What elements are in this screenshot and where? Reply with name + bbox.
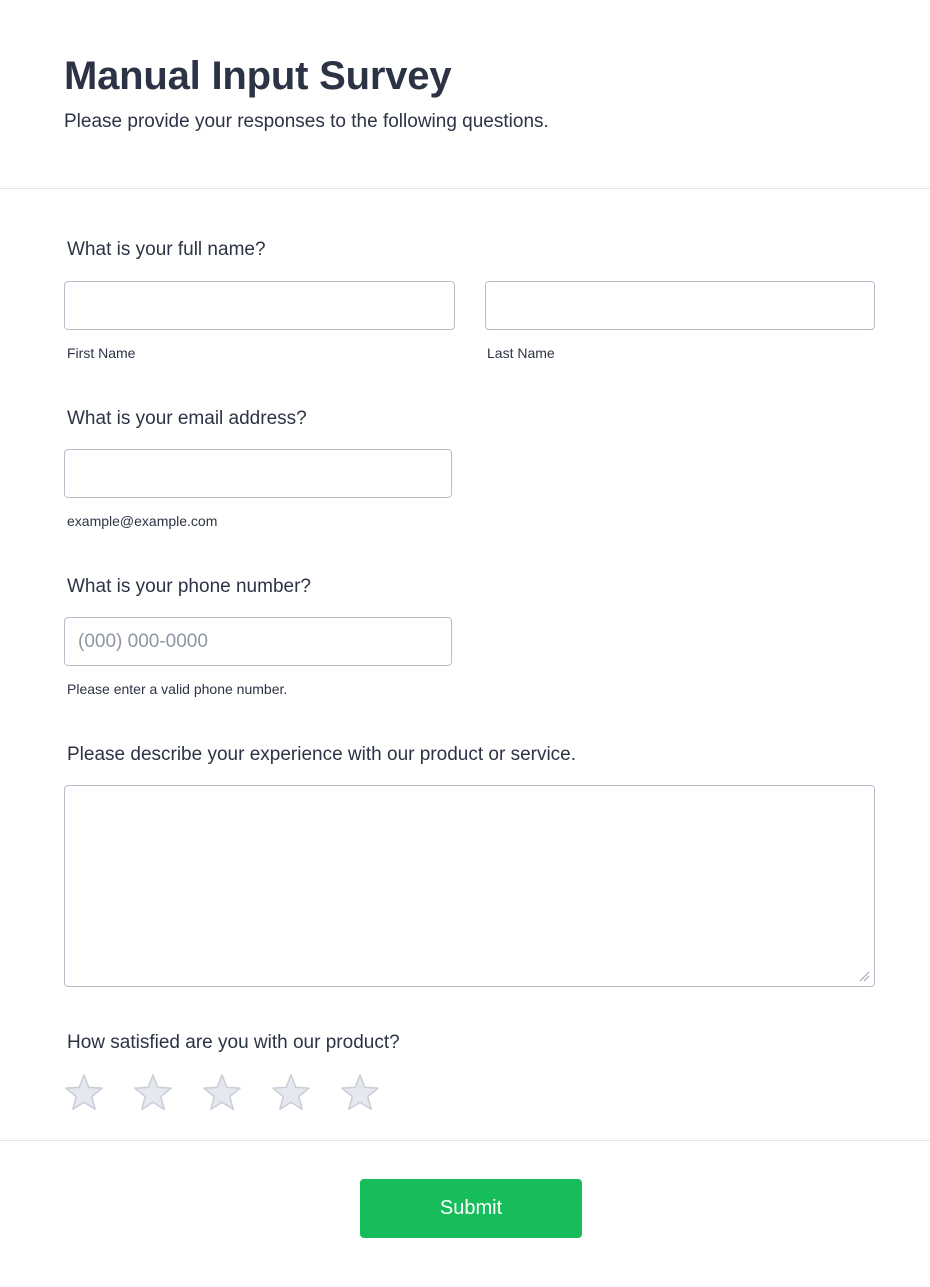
- star-icon[interactable]: [271, 1073, 311, 1113]
- experience-question: Please describe your experience with our product or service.: [67, 744, 577, 765]
- full-name-question: What is your full name?: [67, 239, 266, 260]
- star-icon[interactable]: [340, 1073, 380, 1113]
- experience-textarea[interactable]: [64, 785, 875, 987]
- last-name-label: Last Name: [487, 345, 555, 361]
- email-hint: example@example.com: [67, 513, 218, 529]
- star-icon[interactable]: [202, 1073, 242, 1113]
- resize-grip-icon[interactable]: [858, 970, 870, 982]
- first-name-label: First Name: [67, 345, 136, 361]
- satisfaction-question: How satisfied are you with our product?: [67, 1032, 400, 1053]
- first-name-input[interactable]: [64, 281, 455, 330]
- footer-divider: [0, 1140, 930, 1141]
- form-header: [0, 0, 930, 189]
- submit-button[interactable]: Submit: [360, 1179, 582, 1238]
- email-input[interactable]: [64, 449, 452, 498]
- phone-input[interactable]: [64, 617, 452, 666]
- star-rating: [64, 1073, 394, 1113]
- phone-question: What is your phone number?: [67, 576, 311, 597]
- page-subtitle: Please provide your responses to the following questions.: [64, 111, 549, 132]
- star-icon[interactable]: [133, 1073, 173, 1113]
- last-name-input[interactable]: [485, 281, 875, 330]
- page-title: Manual Input Survey: [64, 54, 452, 98]
- phone-hint: Please enter a valid phone number.: [67, 681, 288, 697]
- star-icon[interactable]: [64, 1073, 104, 1113]
- email-question: What is your email address?: [67, 408, 307, 429]
